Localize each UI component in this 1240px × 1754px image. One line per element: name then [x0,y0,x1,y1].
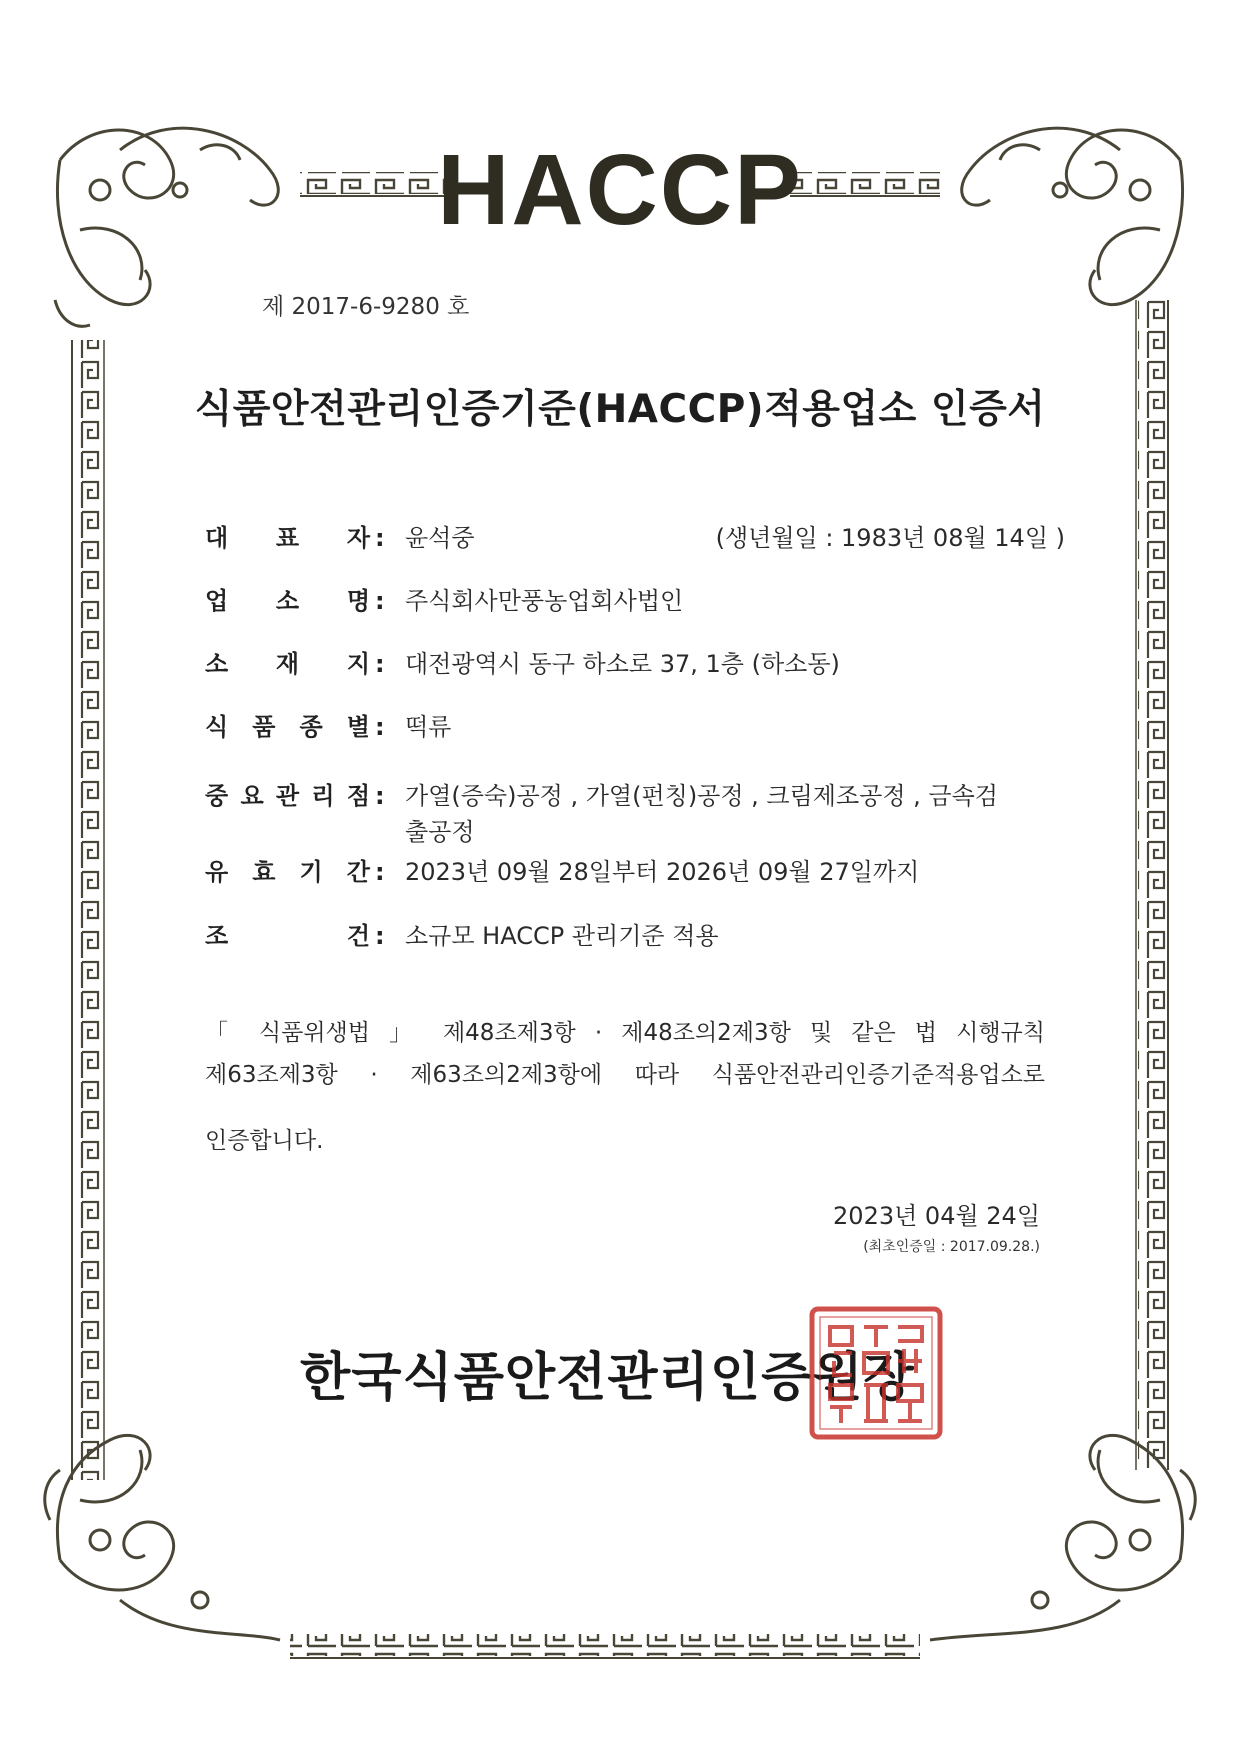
left-key-border [74,340,102,1480]
field-label: 중 요 관 리 점 [205,782,370,810]
statute-text [205,1012,1045,1096]
issue-date: 2023년 04월 24일 [833,1202,1040,1230]
condition-value: 소규모 HACCP 관리기준 적용 [405,922,719,950]
bottom-key-border [290,1634,920,1656]
food-type: 떡류 [405,713,452,741]
field-label: 대 표 자 [205,524,370,552]
certificate-page: HACCP 제 2017-6-9280 호 식품안전관리인증기준(HACCP)적용업소 인증서 대 표 자 : 윤석중 (생년월일 : 1983년 08월 14일 ) 업 소 명 : 주식회사만풍농업회사법인 소 재 지 : 대전광역시 동구 하소로 37, 1층 (하소동) 식 품 종 별 : 떡류 중 요 관 리 점 : 가열(증숙)공정 , 가열(펀칭)공정 , 크림제조공정 , 금속검 출공정 유 효 기 간 : 2023년 09월 28일부터 2026년 09월 27일까지 조 건 : 소규모 HACCP 관리기준 적용 「 식품위생법 」 제48조제3항 · 제48조의2제3항 및 같은 법 시행규칙 제63조제3항 · 제63조의2제3항에 따라 식품안전관리인증기준적용업소로 인증합니다. 2023년 04월 24일 (최초인증일 : 2017.09.28.) 한국식품안전관리인증원장 [0,0,1240,1754]
ccp-value: 가열(증숙)공정 , 가열(펀칭)공정 , 크림제조공정 , 금속검 출공정 [405,782,998,846]
haccp-logo-text: HACCP [437,134,803,246]
field-label: 유 효 기 간 [205,858,370,886]
document-title: 식품안전관리인증기준(HACCP)적용업소 인증서 [194,387,1046,432]
first-certification-date: (최초인증일 : 2017.09.28.) [863,1239,1040,1255]
field-label: 식 품 종 별 [205,713,370,741]
statute-line-3: 인증합니다. [205,1128,324,1154]
official-seal-stamp [808,1305,944,1441]
field-label: 소 재 지 [205,650,370,678]
statute-line-2: 제63조제3항 · 제63조의2제3항에 따라 식품안전관리인증기준적용업소로 [205,1062,1045,1088]
right-key-border [1138,300,1166,1470]
field-label: 업 소 명 [205,587,370,615]
birth-date: (생년월일 : 1983년 08월 14일 ) [715,524,1065,552]
field-label: 조 건 [205,922,370,950]
certificate-number: 제 2017-6-9280 호 [262,294,470,320]
business-name: 주식회사만풍농업회사법인 [405,587,684,615]
representative-name: 윤석중 [405,524,475,552]
validity-period: 2023년 09월 28일부터 2026년 09월 27일까지 [405,858,920,886]
location-address: 대전광역시 동구 하소로 37, 1층 (하소동) [405,650,840,678]
statute-line-1: 「 식품위생법 」 제48조제3항 · 제48조의2제3항 및 같은 법 시행규칙 [205,1020,1045,1046]
issuer-name: 한국식품안전관리인증원장 [300,1348,915,1408]
